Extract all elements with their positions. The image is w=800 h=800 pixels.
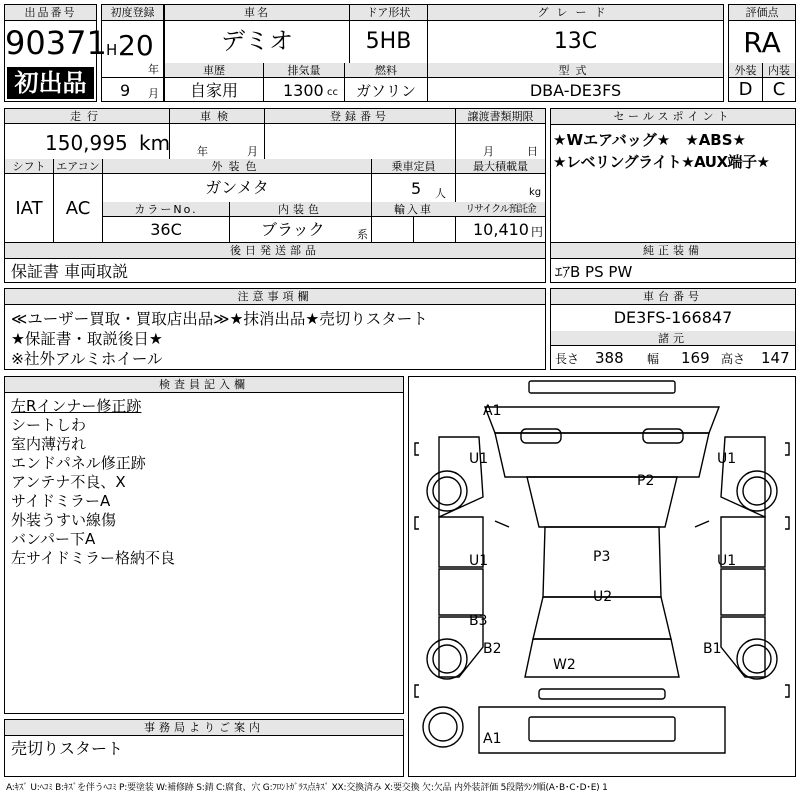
inspector-line: 外装うすい線傷 [11, 511, 117, 529]
ac-label: エアコン [56, 160, 100, 173]
transfer-label: 譲渡書類期限 [467, 110, 534, 123]
chassis-label: 車台番号 [551, 289, 795, 305]
exterior-grade-value: D [738, 79, 753, 100]
inspector-box [4, 376, 404, 714]
door-type: 5HB [365, 29, 412, 54]
grade-value: 13C [553, 29, 598, 54]
damage-mark-a1-front: A1 [483, 403, 502, 419]
grade-label: グレード [428, 5, 723, 21]
inspector-list [11, 397, 175, 568]
exterior-grade-label: 外装 [734, 64, 757, 77]
width-value: 169 [681, 349, 710, 367]
first-listing-badge: 初出品 [7, 67, 94, 99]
transfer-month-unit: 月 [483, 145, 494, 158]
inspection-label: 車検 [200, 110, 234, 123]
height-value: 147 [761, 349, 790, 367]
registration-era: H [106, 41, 118, 59]
sales-points-box [550, 108, 796, 243]
score-label: 評価点 [729, 5, 795, 21]
sales-point-line: ★Wエアバッグ★ ★ABS★ [553, 131, 746, 149]
registration-month: 9 [120, 81, 131, 100]
damage-mark-p3: P3 [593, 549, 611, 565]
sales-points-label: セールスポイント [551, 109, 795, 125]
reg-number-label: 登録番号 [330, 110, 390, 123]
car-name: デミオ [221, 27, 293, 55]
equipment-label: 純正装備 [551, 243, 795, 259]
shipping-parts-label: 後日発送部品 [5, 243, 545, 259]
max-load-label: 最大積載量 [473, 160, 528, 173]
notes-line: ★保証書・取説後日★ [11, 330, 163, 348]
legend-text: A:ｷｽﾞ U:ﾍｺﾐ B:ｷｽﾞを伴うﾍｺﾐ P:要塗装 W:補修跡 S:錆 C:腐食、穴 G:ﾌﾛﾝﾄｶﾞﾗｽ点ｷｽﾞ XX:交換済み X:要交換 欠:欠品 内外装評価 5段階ﾗﾝｸ順(A･B･C･D･E) 1 [6, 783, 608, 793]
exterior-color-label: 外装色 [211, 160, 263, 173]
displacement-label: 排気量 [287, 64, 321, 77]
notes-line: ≪ユーザー買取・買取店出品≫★抹消出品★売切りスタート [11, 310, 428, 328]
inspection-month-unit: 月 [247, 145, 258, 158]
capacity-unit: 人 [435, 187, 446, 200]
damage-mark-b3: B3 [469, 613, 488, 629]
interior-grade-label: 内装 [768, 64, 790, 77]
model-value: DBA-DE3FS [529, 81, 622, 100]
car-diagram-svg [409, 377, 795, 776]
height-label: 高さ [721, 352, 746, 366]
interior-color-value: ブラック [261, 220, 325, 239]
office-box [4, 719, 404, 777]
interior-color-label: 内装色 [278, 203, 323, 216]
recycle-unit: 円 [531, 225, 544, 239]
registration-label: 初度登録 [102, 5, 163, 21]
shift-label: シフト [12, 160, 46, 173]
inspector-line: バンパー下A [11, 530, 96, 548]
history-value: 自家用 [189, 81, 238, 100]
registration-year: 20 [118, 29, 154, 62]
length-value: 388 [595, 349, 624, 367]
dimensions-label: 諸元 [658, 332, 688, 345]
office-value: 売切りスタート [11, 739, 124, 758]
inspector-label: 検査員記入欄 [5, 377, 403, 393]
sales-point-line: ★レベリングライト★AUX端子★ [553, 153, 770, 171]
mileage-value: 150,995 [45, 131, 128, 155]
damage-mark-u1-right: U1 [717, 553, 737, 569]
model-label: 型式 [558, 64, 593, 77]
import-label: 輸入車 [394, 203, 433, 216]
damage-mark-b2: B2 [483, 641, 502, 657]
mileage-unit: km [139, 131, 171, 155]
damage-mark-b1: B1 [703, 641, 722, 657]
inspector-line: 室内薄汚れ [11, 435, 87, 453]
score-value: RA [743, 26, 781, 59]
inspector-line: エンドパネル修正跡 [11, 454, 146, 472]
ac-value: AC [65, 198, 91, 219]
lot-number: 90371 [5, 24, 107, 62]
score-box [728, 4, 796, 102]
fuel-label: 燃料 [375, 64, 397, 77]
registration-month-unit: 月 [148, 87, 159, 100]
capacity-value: 5 [411, 179, 422, 198]
notes-label: 注意事項欄 [5, 289, 545, 305]
width-label: 幅 [647, 352, 660, 366]
damage-mark-p2: P2 [637, 473, 655, 489]
fuel-value: ガソリン [355, 82, 416, 100]
registration-year-unit: 年 [148, 63, 159, 76]
max-load-unit: kg [529, 187, 542, 198]
shift-value: IAT [15, 198, 43, 219]
capacity-label: 乗車定員 [391, 160, 436, 173]
equipment-box [550, 242, 796, 283]
recycle-value: 10,410 [473, 220, 529, 239]
shipping-parts-box [4, 242, 546, 283]
lot-number-box [4, 4, 107, 102]
damage-mark-u1-front-left: U1 [469, 451, 489, 467]
chassis-number: DE3FS-166847 [613, 308, 733, 327]
notes-line: ※社外アルミホイール [11, 350, 163, 368]
main-info-box [4, 108, 546, 243]
inspector-line: アンテナ不良、X [11, 473, 126, 491]
equipment-value: ｴｱB PS PW [555, 263, 633, 281]
inspector-line: 左Rインナー修正跡 [11, 397, 142, 415]
interior-color-suffix: 系 [357, 228, 368, 241]
registration-box [101, 4, 164, 102]
car-info-box [164, 4, 724, 102]
chassis-box [550, 288, 796, 370]
damage-mark-u1-left: U1 [469, 553, 489, 569]
transfer-day-unit: 日 [527, 145, 538, 158]
car-name-label: 車名 [165, 5, 349, 21]
interior-grade-value: C [772, 79, 786, 100]
damage-mark-w2: W2 [553, 657, 576, 673]
lot-number-label: 出品番号 [5, 5, 96, 21]
inspector-line: 左サイドミラー格納不良 [11, 549, 175, 567]
damage-mark-a1-rear: A1 [483, 731, 502, 747]
exterior-color-value: ガンメタ [205, 178, 269, 197]
damage-mark-u1-front-right: U1 [717, 451, 737, 467]
color-no-label: カラーNo. [134, 203, 198, 216]
door-label: ドア形状 [350, 5, 427, 21]
length-label: 長さ [555, 352, 580, 366]
inspector-line: サイドミラーA [11, 492, 111, 510]
damage-mark-u2: U2 [593, 589, 613, 605]
inspection-year-unit: 年 [197, 145, 208, 158]
displacement-value: 1300 [283, 81, 324, 100]
recycle-label: リサイクル預託金 [465, 204, 536, 215]
shipping-parts-value: 保証書 車両取説 [11, 262, 129, 281]
color-no-value: 36C [150, 220, 182, 239]
damage-diagram [408, 376, 796, 777]
history-label: 車歴 [203, 64, 225, 77]
inspector-line: シートしわ [11, 416, 87, 434]
displacement-unit: cc [327, 87, 338, 98]
office-label: 事務局よりご案内 [5, 720, 403, 736]
notes-box [4, 288, 546, 370]
mileage-label: 走行 [70, 110, 104, 123]
